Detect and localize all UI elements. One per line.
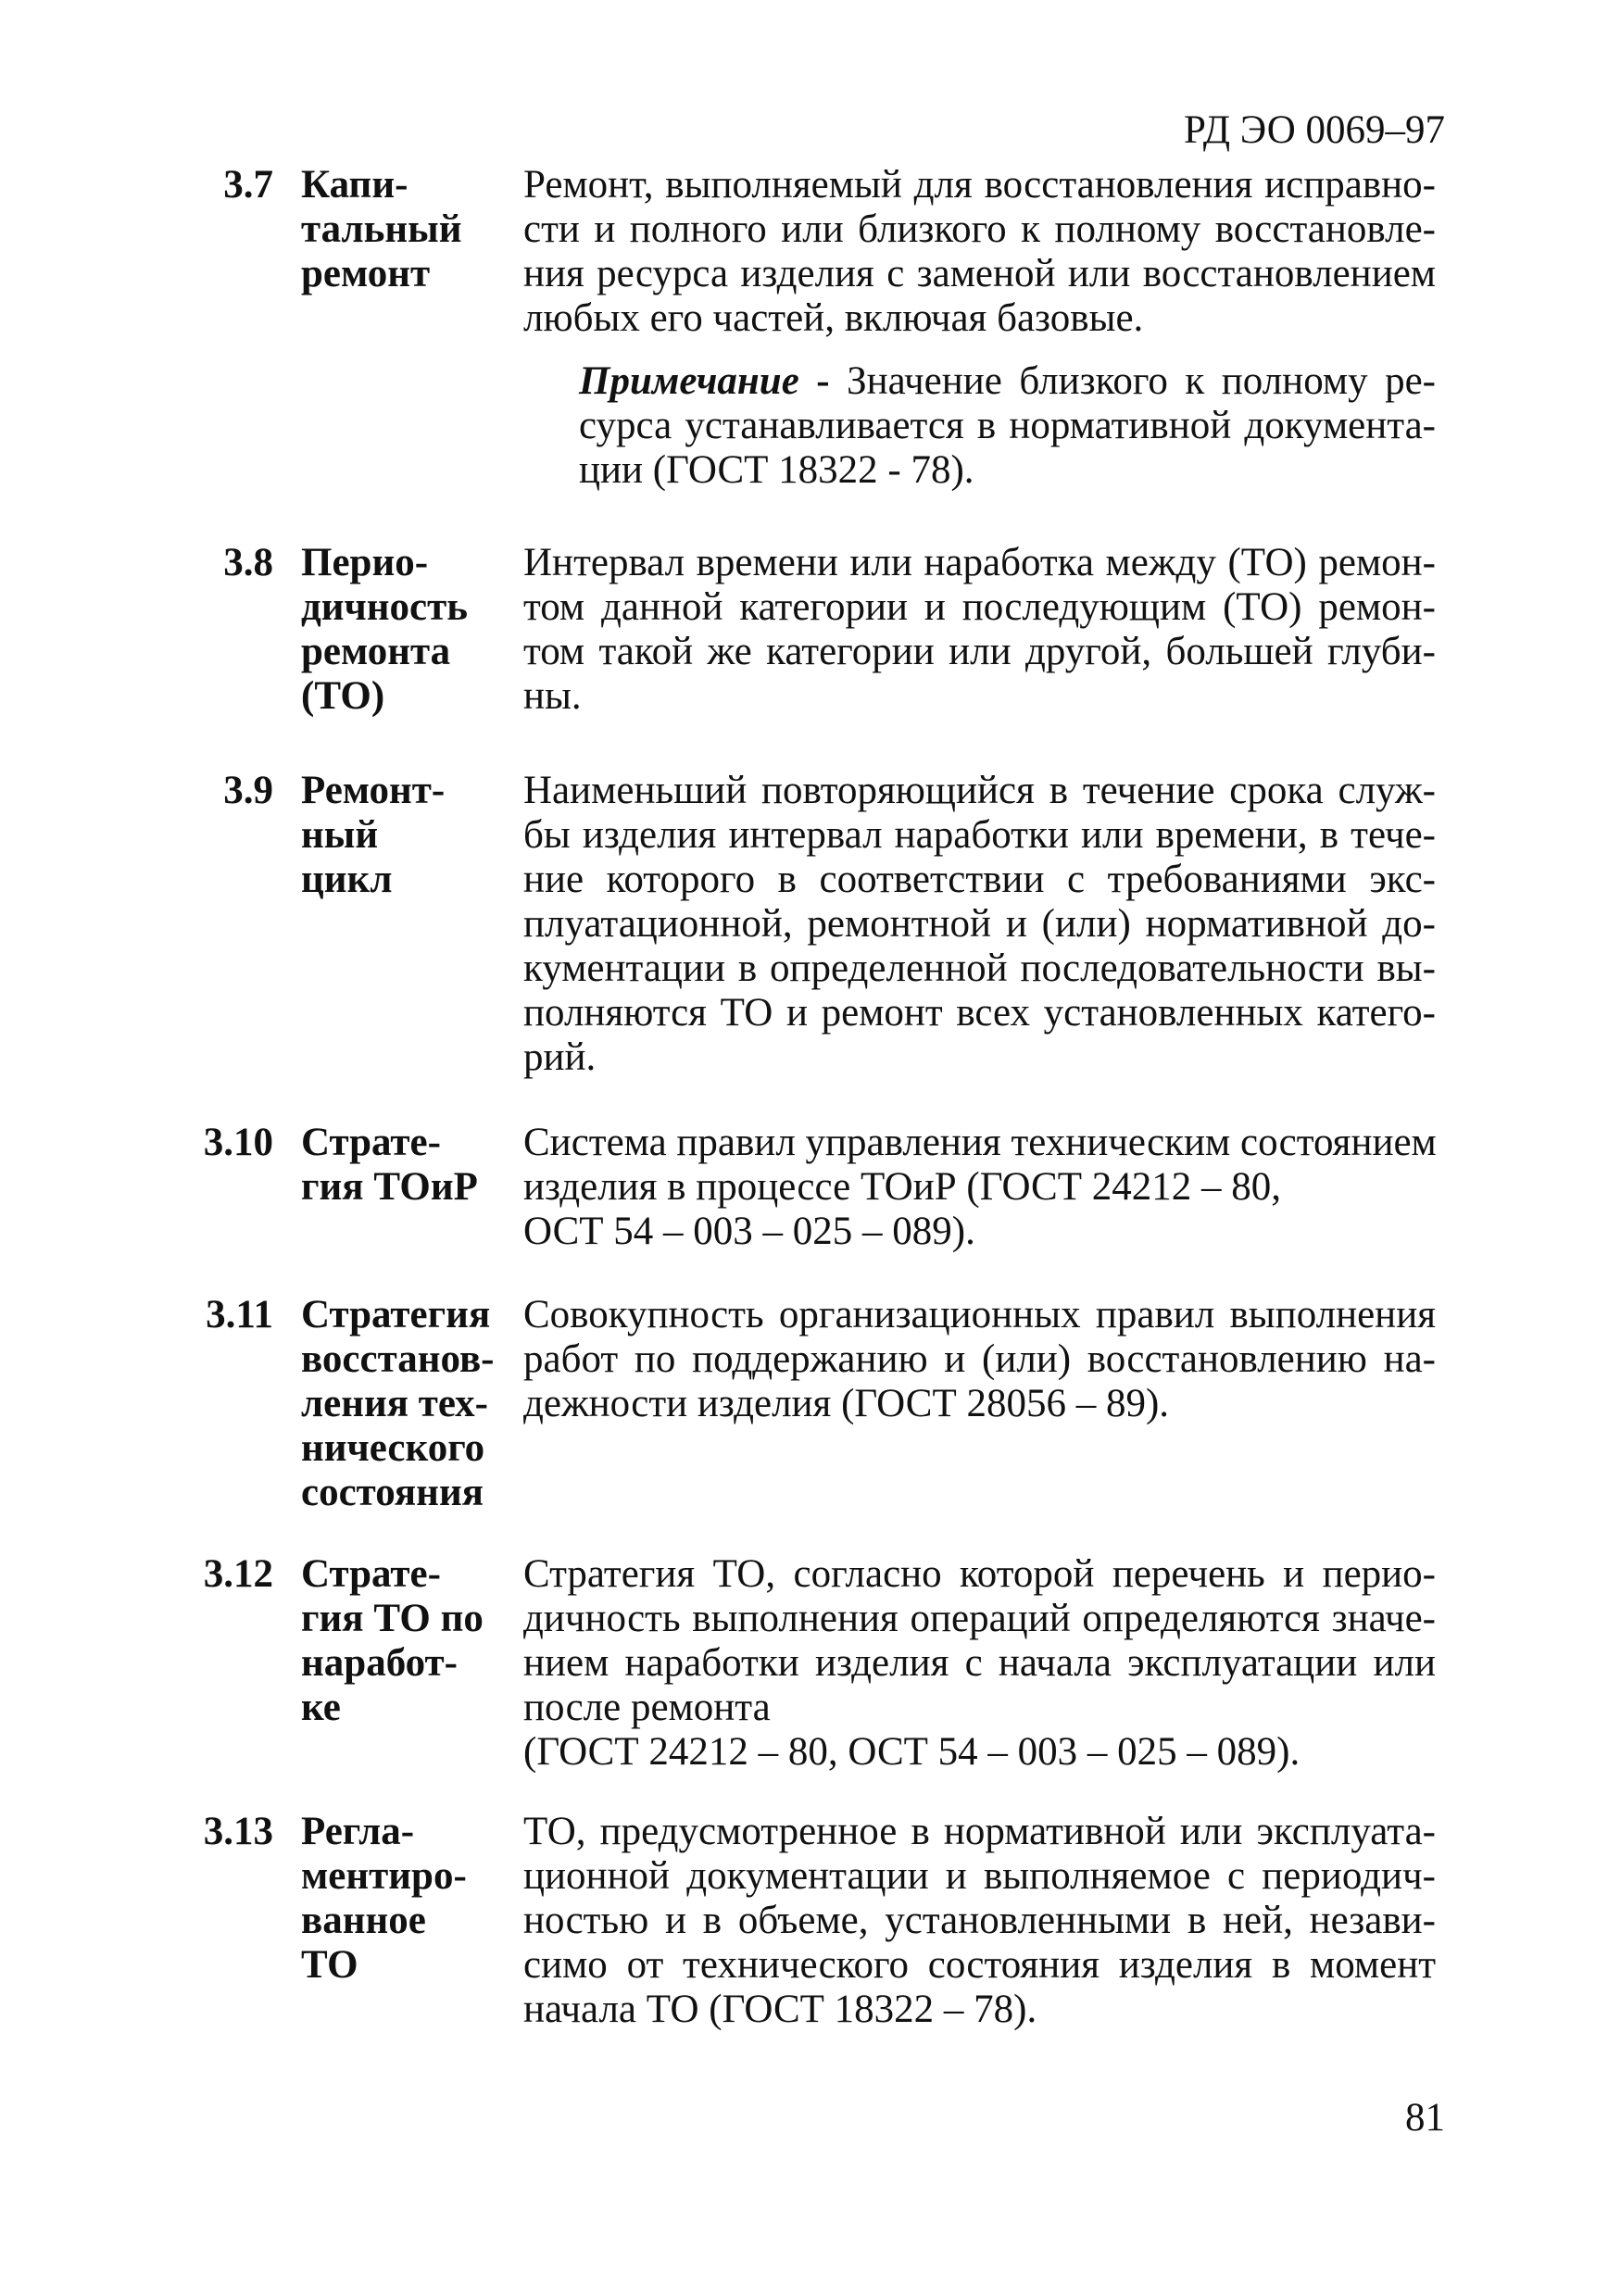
term-line: тальный [301, 207, 462, 251]
term-line: (ТО) [301, 674, 385, 718]
entry-definition [523, 1810, 1436, 2032]
definition-line: Система правил управления техническим состоянием [523, 1121, 1437, 1164]
entry-definition [523, 1121, 1436, 1254]
entry-number: 3.13 [203, 1810, 273, 1853]
definition-line: Совокупность организационных правил выполнения [523, 1293, 1436, 1336]
definition-line: том такой же категории или другой, большей глуби- [523, 630, 1436, 673]
term-line: гия ТОиР [301, 1165, 478, 1209]
definition-line: нием наработки изделия с начала эксплуатации или [523, 1641, 1436, 1685]
entry-term [301, 541, 523, 719]
page-number: 81 [1405, 2096, 1445, 2139]
entry-term [301, 1293, 523, 1515]
term-line: нического [301, 1426, 485, 1470]
term-line: ления тех- [301, 1382, 488, 1425]
term-line: цикл [301, 858, 393, 901]
definition-line: ния ресурса изделия с заменой или восстановлением [523, 252, 1436, 295]
note-line: сурса устанавливается в нормативной документа- [579, 404, 1436, 447]
definition-line: плуатационной, ремонтной и (или) нормативной до- [523, 902, 1436, 946]
definition-line: после ремонта [523, 1686, 771, 1729]
definition-line: симо от технического состояния изделия в момент [523, 1943, 1436, 1987]
entry-number: 3.12 [203, 1552, 273, 1596]
document-code: РД ЭО 0069–97 [1184, 108, 1445, 152]
definition-line: ционной документации и выполняемое с периодич- [523, 1854, 1436, 1898]
term-line: дичность [301, 585, 468, 629]
entry-term [301, 163, 523, 296]
term-line: ный [301, 813, 379, 857]
entry-number: 3.11 [206, 1293, 273, 1336]
note [523, 359, 1436, 493]
definition-line: том данной категории и последующим (ТО) ремон- [523, 585, 1436, 629]
definition-line: рий. [523, 1035, 597, 1079]
definition-line: начала ТО (ГОСТ 18322 – 78). [523, 1988, 1037, 2031]
definition-line: Ремонт, выполняемый для восстановления исправно- [523, 163, 1436, 207]
entry-term [301, 1552, 523, 1730]
entry-number: 3.10 [203, 1121, 273, 1164]
term-line: Страте- [301, 1121, 441, 1164]
definition-line: Стратегия ТО, согласно которой перечень и перио- [523, 1552, 1436, 1596]
note-line: ции (ГОСТ 18322 - 78). [579, 448, 974, 492]
entry-definition [523, 541, 1436, 719]
definition-line: полняются ТО и ремонт всех установленных катего- [523, 991, 1436, 1035]
term-line: состояния [301, 1471, 484, 1514]
term-line: ке [301, 1686, 341, 1729]
term-line: ментиро- [301, 1854, 467, 1898]
definition-line: Наименьший повторяющийся в течение срока служ- [523, 769, 1436, 812]
definition-line: ностью и в объеме, установленными в ней, незави- [523, 1899, 1436, 1942]
entry-number: 3.7 [223, 163, 273, 207]
entry-definition [523, 1552, 1436, 1775]
term-line: ремонт [301, 252, 431, 295]
note-text: Значение близкого к полному ре- [847, 359, 1436, 403]
term-line: наработ- [301, 1641, 458, 1685]
term-line: восстанов- [301, 1337, 495, 1381]
note-line [579, 359, 1436, 404]
entry-definition [523, 163, 1436, 493]
term-line: ремонта [301, 630, 451, 673]
entry-number: 3.8 [223, 541, 273, 584]
entry-term [301, 769, 523, 902]
definition-line: ОСТ 54 – 003 – 025 – 089). [523, 1210, 975, 1253]
definition-line: Интервал времени или наработка между (ТО) ремон- [523, 541, 1436, 584]
term-line: Ремонт- [301, 769, 446, 812]
term-line: Перио- [301, 541, 429, 584]
term-line: Страте- [301, 1552, 441, 1596]
entry-term [301, 1810, 523, 1988]
entry-term [301, 1121, 523, 1210]
term-line: ТО [301, 1943, 358, 1987]
definition-line: (ГОСТ 24212 – 80, ОСТ 54 – 003 – 025 – 089). [523, 1730, 1301, 1774]
definition-line: дичность выполнения операций определяются значе- [523, 1597, 1436, 1640]
definition-line: дежности изделия (ГОСТ 28056 – 89). [523, 1382, 1170, 1425]
term-line: гия ТО по [301, 1597, 484, 1640]
note-dash: - [798, 359, 848, 403]
entry-definition [523, 769, 1436, 1080]
term-line: Стратегия [301, 1293, 491, 1336]
definition-line: работ по поддержанию и (или) восстановлению на- [523, 1337, 1436, 1381]
definition-line: ТО, предусмотренное в нормативной или эксплуата- [523, 1810, 1436, 1853]
definition-line: кументации в определенной последовательности вы- [523, 947, 1436, 990]
definition-line: ние которого в соответствии с требованиями экс- [523, 858, 1436, 901]
term-line: Капи- [301, 163, 408, 207]
entry-definition [523, 1293, 1436, 1426]
definition-line: ны. [523, 674, 582, 718]
term-line: Регла- [301, 1810, 415, 1853]
note-label: Примечание [579, 359, 799, 403]
definition-line: изделия в процессе ТОиР (ГОСТ 24212 – 80, [523, 1165, 1282, 1209]
entry-number: 3.9 [223, 769, 273, 812]
definition-line: сти и полного или близкого к полному восстановле- [523, 207, 1436, 251]
definition-line: бы изделия интервал наработки или времени, в тече- [523, 813, 1436, 857]
term-line: ванное [301, 1899, 426, 1942]
definition-line: любых его частей, включая базовые. [523, 296, 1144, 340]
